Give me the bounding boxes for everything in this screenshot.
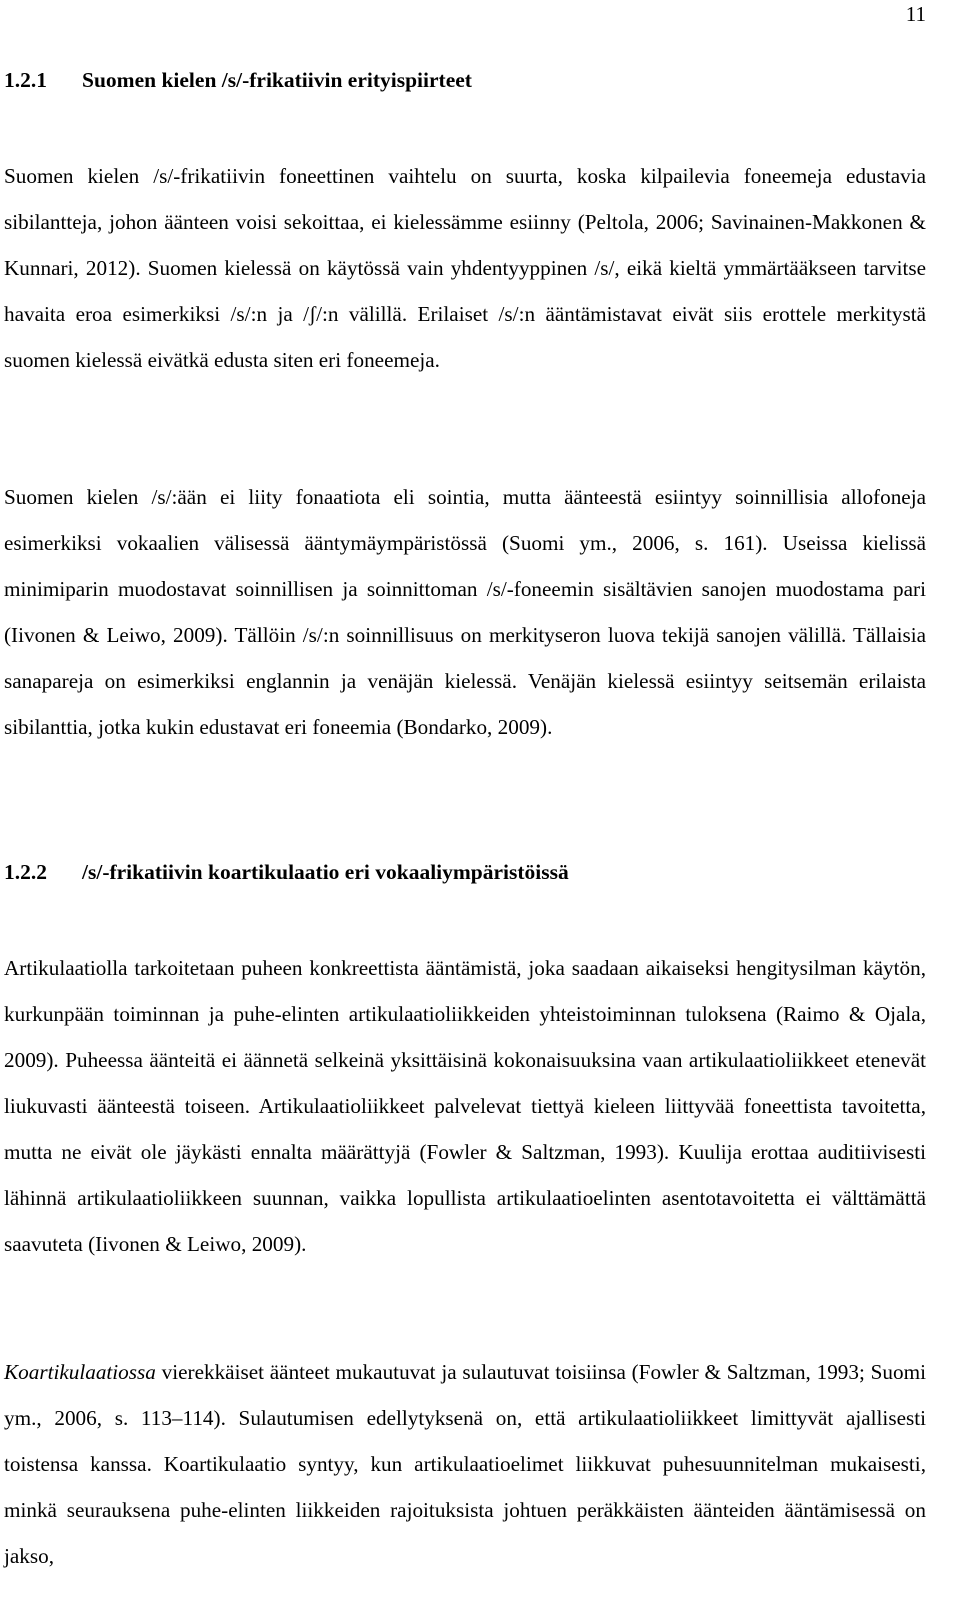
paragraph-3: Artikulaatiolla tarkoitetaan puheen konkreettista ääntämistä, joka saadaan aikaiseksi hengitysilman käytön, kurkunpään toiminnan ja puhe-elinten artikulaatioliikkeiden yhteistoiminnan tuloksena (Raimo & Ojala, 2009). Puheessa äänteitä ei äännetä selkeinä yksittäisinä kokonaisuuksina vaan artikulaatioliikkeet etenevät liukuvasti äänteestä toiseen. Artikulaatioliikkeet palvelevat tiettyä kieleen liittyvää foneettista tavoitetta, mutta ne eivät ole jäykästi ennalta määrättyjä (Fowler & Saltzman, 1993). Kuulija erottaa auditiivisesti lähinnä artikulaatioliikkeen suunnan, vaikka lopullista artikulaatioelinten asentotavoitetta ei välttämättä saavuteta (Iivonen & Leiwo, 2009). <box>4 956 926 1256</box>
section-number: 1.2.1 <box>4 68 47 92</box>
section-title: Suomen kielen /s/-frikatiivin erityispiirteet <box>82 68 472 92</box>
section-heading-1-2-1 <box>4 68 472 93</box>
section-heading-1-2-2 <box>4 860 569 885</box>
paragraph-4 <box>4 1349 926 1579</box>
paragraph-1: Suomen kielen /s/-frikatiivin foneettinen vaihtelu on suurta, koska kilpailevia foneemeja edustavia sibilantteja, johon äänteen voisi sekoittaa, ei kielessämme esiinny (Peltola, 2006; Savinainen-Makkonen & Kunnari, 2012). Suomen kielessä on käytössä vain yhdentyyppinen /s/, eikä kieltä ymmärtääkseen tarvitse havaita eroa esimerkiksi /s/:n ja /ʃ/:n välillä. Erilaiset /s/:n ääntämistavat eivät siis erottele merkitystä suomen kielessä eivätkä edusta siten eri foneemeja. <box>4 164 926 372</box>
paragraph-2: Suomen kielen /s/:ään ei liity fonaatiota eli sointia, mutta äänteestä esiintyy soinnillisia allofoneja esimerkiksi vokaalien välisessä ääntymäympäristössä (Suomi ym., 2006, s. 161). Useissa kielissä minimiparin muodostavat soinnillisen ja soinnittoman /s/-foneemin sisältävien sanojen muodostama pari (Iivonen & Leiwo, 2009). Tällöin /s/:n soinnillisuus on merkityseron luova tekijä sanojen välillä. Tällaisia sanapareja on esimerkiksi englannin ja venäjän kielessä. Venäjän kielessä esiintyy seitsemän erilaista sibilanttia, jotka kukin edustavat eri foneemia (Bondarko, 2009). <box>4 485 926 739</box>
section-number: 1.2.2 <box>4 860 47 884</box>
paragraph-4-text: vierekkäiset äänteet mukautuvat ja sulautuvat toisiinsa (Fowler & Saltzman, 1993; Suomi ym., 2006, s. 113–114). Sulautumisen edellytyksenä on, että artikulaatioliikkeet limittyvät ajallisesti toistensa kanssa. Koartikulaatio syntyy, kun artikulaatioelimet liikkuvat puhesuunnitelman mukaisesti, minkä seurauksena puhe-elinten liikkeiden rajoituksista johtuen peräkkäisten äänteiden ääntämisessä on jakso, <box>4 1360 926 1568</box>
italic-term: Koartikulaatiossa <box>4 1360 156 1384</box>
section-title: /s/-frikatiivin koartikulaatio eri vokaaliympäristöissä <box>82 860 569 884</box>
page-number: 11 <box>905 2 926 26</box>
